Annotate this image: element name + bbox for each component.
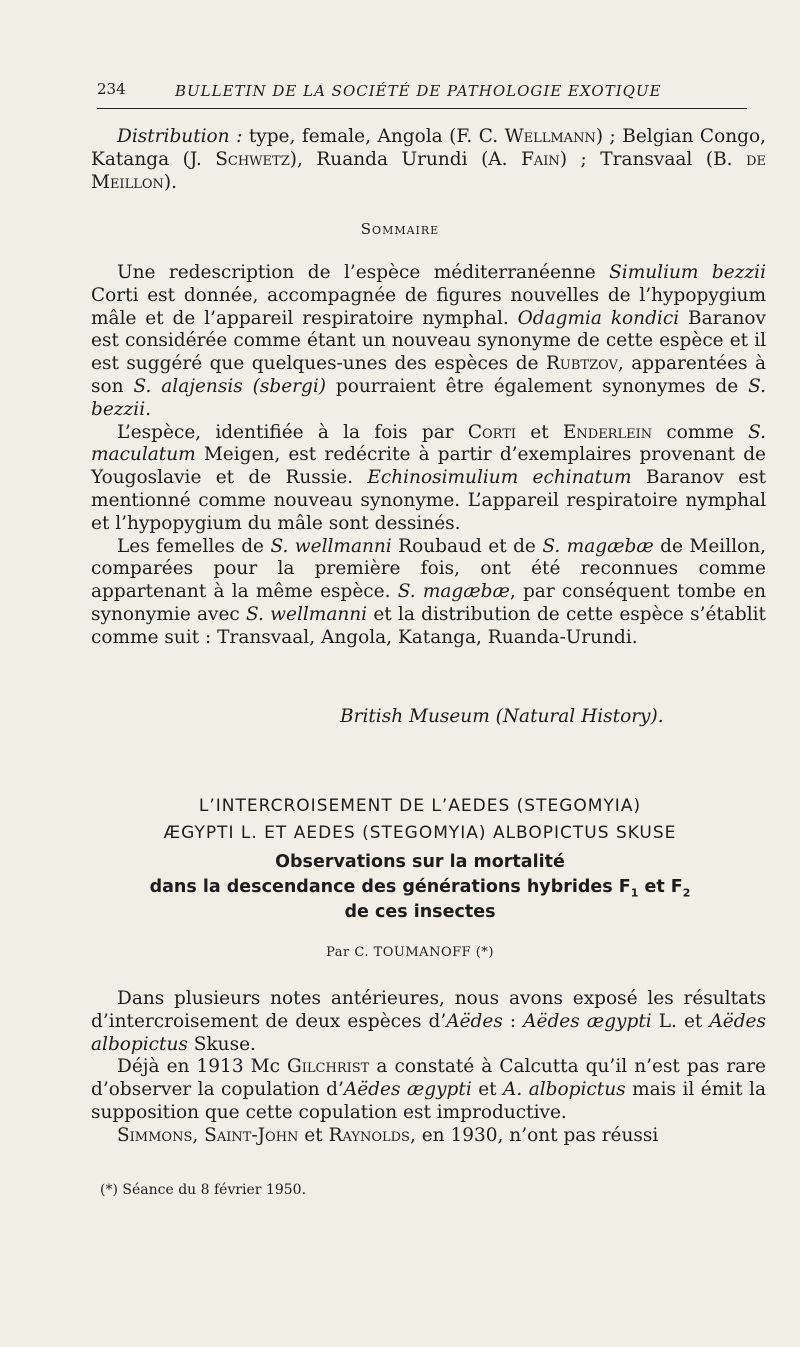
header-rule (97, 108, 747, 109)
sommaire-paragraph-3: Les femelles de S. wellmanni Roubaud et de S. magæbæ de Meillon, comparées pour la première fois, ont été reconnues comme appartenant à la même espèce. S. magæbæ, par conséquent tombe en synonymie avec S. wellmanni et la distribution de cette espèce s’établit comme suit : Transvaal, Angola, Katanga, Ruanda-Urundi. (91, 535, 767, 648)
article-paragraph-1: Dans plusieurs notes antérieures, nous avons exposé les résultats d’intercroisement de deux espèces d’Aëdes : Aëdes ægypti L. et Aëdes albopictus Skuse. (91, 988, 766, 1055)
article-title-line-1: L’INTERCROISEMENT DE L’AEDES (STEGOMYIA) (198, 796, 642, 816)
sommaire-paragraph-1: Une redescription de l’espèce méditerranéenne Simulium bezzii Corti est donnée, accompagnée de figures nouvelles de l’hypopygium mâle et de l’appareil respiratoire nymphal. Odagmia kondici Baranov est considérée comme étant un nouveau synonyme de cette espèce et il est suggéré que quelques-unes des espèces de Rubtzov, apparentées à son S. alajensis (sbergi) pourraient être également synonymes de S. bezzii. (91, 262, 766, 420)
sommaire-paragraph-2: L’espèce, identifiée à la fois par Corti et Enderlein comme S. maculatum Meigen, est redécrite à partir d’exemplaires provenant de Yougoslavie et de Russie. Echinosimulium echinatum Baranov est mentionné comme nouveau synonyme. L’appareil respiratoire nymphal et l’hypopygium du mâle sont dessinés. (91, 421, 767, 534)
running-title: BULLETIN DE LA SOCIÉTÉ DE PATHOLOGIE EXOTIQUE (175, 82, 662, 100)
article-subtitle-1: Observations sur la mortalité (275, 852, 565, 872)
author-line: Par C. TOUMANOFF (*) (326, 945, 494, 960)
sommaire-heading: Sommaire (360, 220, 440, 238)
article-paragraph-3: Simmons, Saint-John et Raynolds, en 1930, n’ont pas réussi (117, 1124, 659, 1146)
running-header (97, 80, 737, 108)
distribution-paragraph: Distribution : type, female, Angola (F. C. Wellmann) ; Belgian Congo, Katanga (J. Schwetz), Ruanda Urundi (A. Fain) ; Transvaal (B. de Meillon). (91, 126, 766, 193)
article-title-line-2: ÆGYPTI L. ET AEDES (STEGOMYIA) ALBOPICTUS SKUSE (163, 823, 677, 843)
signature: British Museum (Natural History). (340, 706, 664, 727)
sommaire-body (91, 262, 766, 650)
article-subtitle-3: de ces insectes (344, 902, 496, 922)
footnote: (*) Séance du 8 février 1950. (100, 1182, 307, 1198)
article-subtitle-2: dans la descendance des générations hybrides $F_1$ et $F_2$ (149, 877, 691, 900)
page-number: 234 (97, 80, 126, 98)
article-body (91, 988, 766, 1148)
article-paragraph-2: Déjà en 1913 Mc Gilchrist a constaté à Calcutta qu’il n’est pas rare d’observer la copulation d’Aëdes ægypti et A. albopictus mais il émit la supposition que cette copulation est improductive. (91, 1056, 766, 1123)
